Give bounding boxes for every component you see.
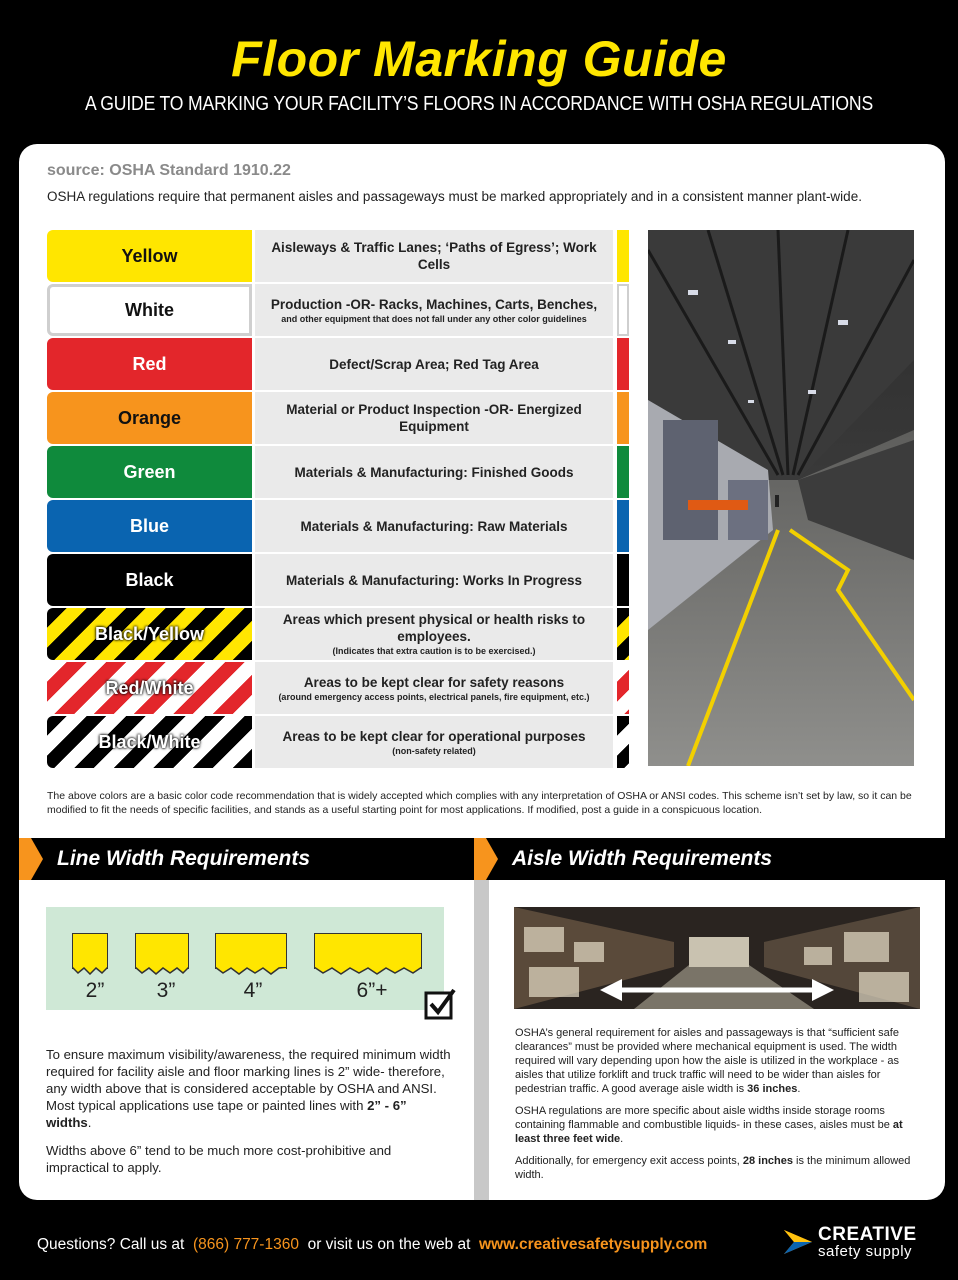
color-edge-strip (617, 500, 629, 552)
tape-sample-3in (135, 933, 189, 969)
color-edge-strip (617, 716, 629, 768)
tape-label-4in: 4” (243, 979, 263, 1002)
color-swatch (47, 608, 252, 660)
warehouse-photo (648, 230, 914, 766)
page-subtitle: A GUIDE TO MARKING YOUR FACILITY’S FLOORS IN ACCORDANCE WITH OSHA REGULATIONS (84, 93, 874, 115)
footer-questions: Questions? Call us at (37, 1236, 185, 1253)
color-label: Black/White (98, 731, 201, 752)
line-width-heading: Line Width Requirements (57, 847, 310, 870)
phone-link[interactable]: (866) 777-1360 (192, 1236, 299, 1253)
color-row (47, 446, 629, 498)
line-width-paragraph-1: To ensure maximum visibility/awareness, the required minimum width required for facility aisle and floor marking lines is 2” wide- therefore, any width above that is considered acceptable by OSHA and ANSI. Most typical applications use tape or painted lines with 2” - 6” widths. (46, 1047, 451, 1130)
color-label: Yellow (121, 245, 178, 266)
line-width-paragraph-2: Widths above 6” tend to be much more cost-prohibitive and impractical to apply. (46, 1143, 392, 1175)
color-swatch (47, 338, 252, 390)
color-label: Black (125, 569, 174, 590)
source-label: source: OSHA Standard 1910.22 (47, 162, 291, 179)
color-description-text: Materials & Manufacturing: Finished Goods (294, 464, 574, 480)
tape-label-6in: 6”+ (356, 979, 388, 1002)
logo-text-line1: CREATIVE (818, 1224, 917, 1245)
color-description-text: Areas to be kept clear for safety reasons (303, 674, 565, 690)
color-guide-card (19, 144, 945, 838)
color-description-text: Areas to be kept clear for operational purposes (282, 728, 586, 744)
page-title: Floor Marking Guide (231, 31, 727, 87)
color-label: Red (132, 353, 167, 374)
color-edge-strip (617, 338, 629, 390)
color-row (47, 338, 629, 390)
color-description-note: (Indicates that extra caution is to be exercised.) (332, 646, 536, 656)
color-description-text: Defect/Scrap Area; Red Tag Area (329, 356, 539, 372)
tape-sample-6in (314, 933, 422, 969)
color-edge-strip (617, 230, 629, 282)
color-edge-strip (617, 554, 629, 606)
logo-text-line2: safety supply (818, 1243, 913, 1260)
tape-sample-2in (72, 933, 108, 969)
website-link[interactable]: www.creativesafetysupply.com (479, 1236, 708, 1253)
color-label: Green (123, 461, 176, 482)
footer-middle: or visit us on the web at (307, 1236, 471, 1253)
logo-mark-icon (782, 1222, 816, 1262)
chevron-icon (474, 838, 500, 880)
color-row (47, 662, 629, 714)
tape-label-2in: 2” (85, 979, 105, 1002)
color-description-text: Areas which present physical or health risks to employees. (282, 612, 586, 644)
color-edge-strip (617, 284, 629, 336)
aisle-width-paragraph-2: OSHA regulations are more specific about aisle widths inside storage rooms containing flammable and combustible liquids- in these cases, aisles must be at least three feet wide. (515, 1105, 903, 1145)
color-description (255, 716, 613, 768)
color-description (255, 608, 613, 660)
line-width-panel (19, 880, 474, 1200)
color-edge-strip (617, 662, 629, 714)
color-row (47, 230, 629, 282)
footer-contact (37, 1236, 707, 1254)
color-footnote: The above colors are a basic color code recommendation that is widely accepted which complies with any interpretation of OSHA or ANSI codes. This scheme isn’t set by law, so it can be modified to fit the needs of specific facilities, and stands as a useful starting point for most applications. If modified, post a guide in a conspicuous location. (47, 790, 912, 816)
color-description-text: Material or Product Inspection -OR- Energized Equipment (286, 402, 582, 434)
color-edge-strip (617, 446, 629, 498)
tape-sample-4in (215, 933, 287, 969)
color-description-note: and other equipment that does not fall under any other color guidelines (281, 313, 587, 324)
color-description (255, 446, 613, 498)
color-description (255, 392, 613, 444)
color-edge-strip (617, 392, 629, 444)
color-row (47, 608, 629, 660)
color-description (255, 338, 613, 390)
color-description-text: Materials & Manufacturing: Raw Materials (300, 518, 568, 534)
color-swatch (47, 446, 252, 498)
color-row (47, 392, 629, 444)
aisle-width-heading: Aisle Width Requirements (512, 847, 773, 870)
color-description (255, 284, 613, 336)
aisle-width-paragraph-1: OSHA’s general requirement for aisles and passageways is that “sufficient safe clearances” must be provided where mechanical equipment is used. The width required will vary depending upon how the aisle is utilized in the workplace - as aisles that utilize forklift and truck traffic will need to be wider than aisles for pedestrian traffic. A good average aisle width is 36 inches. (515, 1027, 899, 1095)
tape-widths-illustration (46, 907, 444, 1010)
color-description-note: (around emergency access points, electrical panels, fire equipment, etc.) (278, 691, 590, 702)
color-row (47, 716, 629, 768)
color-label: Black/Yellow (94, 623, 205, 644)
color-description (255, 500, 613, 552)
color-description (255, 230, 613, 282)
color-label: Red/White (105, 677, 194, 698)
color-swatch (47, 500, 252, 552)
color-description-text: Production -OR- Racks, Machines, Carts, Benches, (270, 296, 598, 312)
color-description-note: (non-safety related) (392, 745, 476, 756)
color-swatch (47, 716, 252, 768)
color-row (47, 554, 629, 606)
column-divider (474, 880, 489, 1200)
color-swatch (47, 230, 252, 282)
color-edge-strip (617, 608, 629, 660)
color-description (255, 554, 613, 606)
color-swatch (47, 284, 252, 336)
intro-text: OSHA regulations require that permanent aisles and passageways must be marked appropriately and in a consistent manner plant-wide. (47, 189, 862, 204)
checkmark-icon (424, 988, 456, 1020)
aisle-width-panel (489, 880, 945, 1200)
color-row (47, 500, 629, 552)
aisle-photo (514, 907, 920, 1009)
color-description-text: Materials & Manufacturing: Works In Progress (285, 572, 583, 588)
color-row (47, 284, 629, 336)
aisle-width-paragraph-3: Additionally, for emergency exit access points, 28 inches is the minimum allowed width. (515, 1155, 911, 1181)
company-logo (782, 1222, 932, 1264)
color-description (255, 662, 613, 714)
color-description-text: Aisleways & Traffic Lanes; ‘Paths of Egress’; Work Cells (271, 240, 597, 272)
chevron-icon (19, 838, 45, 880)
color-swatch (47, 662, 252, 714)
color-label: White (125, 299, 174, 320)
color-swatch (47, 554, 252, 606)
tape-label-3in: 3” (156, 979, 176, 1002)
color-label: Blue (129, 515, 169, 536)
color-swatch (47, 392, 252, 444)
color-label: Orange (117, 407, 182, 428)
